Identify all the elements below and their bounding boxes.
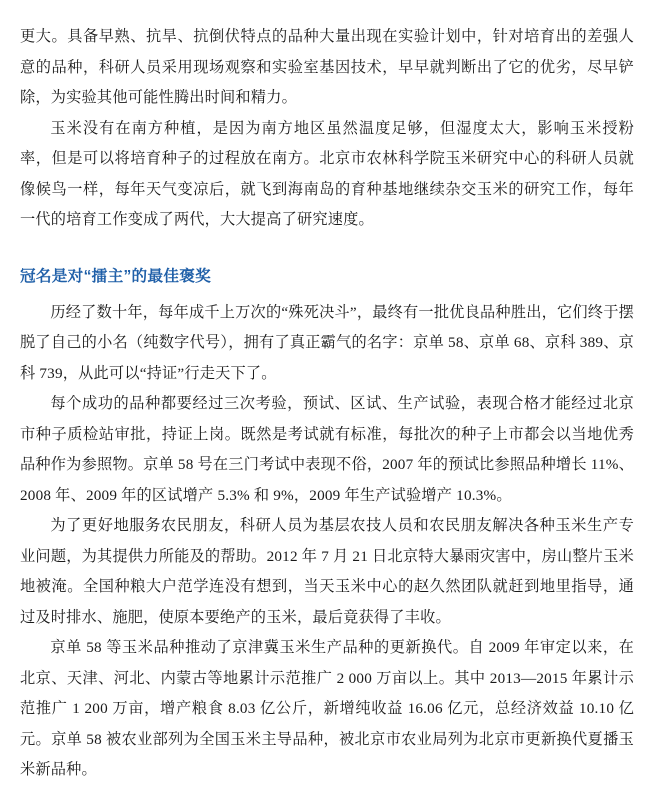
body-paragraph: 更大。具备早熟、抗旱、抗倒伏特点的品种大量出现在实验计划中，针对培育出的差强人意的品种，科研人员采用现场观察和实验室基因技术，早早就判断出了它的优劣，尽早铲除，为实验其他可能性腾出时间和精力。 <box>20 28 634 106</box>
body-paragraph: 玉米没有在南方种植，是因为南方地区虽然温度足够，但湿度太大，影响玉米授粉率，但是可以将培育种子的过程放在南方。北京市农林科学院玉米研究中心的科研人员就像候鸟一样，每年天气变凉后，就飞到海南岛的育种基地继续杂交玉米的研究工作，每年一代的培育工作变成了两代，大大提高了研究速度。 <box>20 119 634 228</box>
section-heading: 冠名是对“擂主”的最佳褒奖 <box>20 267 212 285</box>
body-paragraph: 历经了数十年，每年成千上万次的“殊死决斗”，最终有一批优良品种胜出，它们终于摆脱了自己的小名（纯数字代号），拥有了真正霸气的名字：京单 58、京单 68、京科 389、京科 739，从此可以“持证”行走天下了。 <box>20 303 634 382</box>
body-paragraph: 每个成功的品种都要经过三次考验，预试、区试、生产试验，表现合格才能经过北京市种子质检站审批，持证上岗。既然是考试就有标准，每批次的种子上市都会以当地优秀品种作为参照物。京单 58 号在三门考试中表现不俗，2007 年的预试比参照品种增长 11%、2008 年、2009 年的区试增产 5.3% 和 9%，2009 年生产试验增产 10.3%。 <box>20 395 634 504</box>
body-paragraph: 为了更好地服务农民朋友，科研人员为基层农技人员和农民朋友解决各种玉米生产专业问题，为其提供力所能及的帮助。2012 年 7 月 21 日北京特大暴雨灾害中，房山整片玉米地被淹。全国种粮大户范学连没有想到，当天玉米中心的赵久然团队就赶到地里指导，通过及时排水、施肥，使原本要绝产的玉米，最后竟获得了丰收。 <box>20 517 634 626</box>
body-paragraph: 京单 58 等玉米品种推动了京津冀玉米生产品种的更新换代。自 2009 年审定以来，在北京、天津、河北、内蒙古等地累计示范推广 2 000 万亩以上。其中 2013—2015 年累计示范推广 1 200 万亩，增产粮食 8.03 亿公斤，新增纯收益 16.06 亿元，总经济效益 10.10 亿元。京单 58 被农业部列为全国玉米主导品种，被北京市农业局列为北京市更新换代夏播玉米新品种。 <box>20 639 634 778</box>
